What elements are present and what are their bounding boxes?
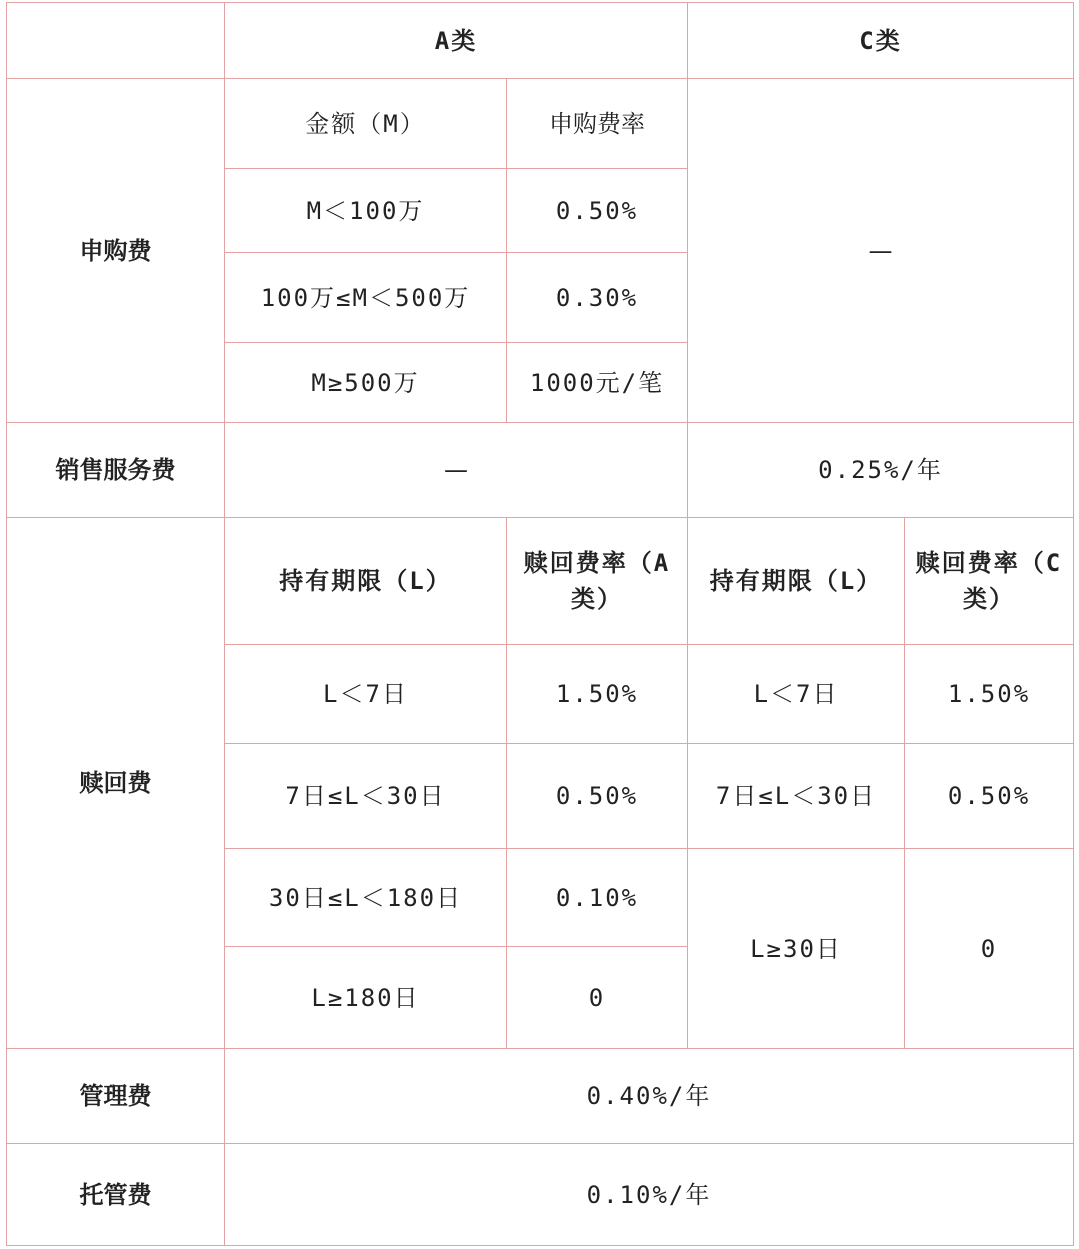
- redemption-c-rate: 0.50%: [905, 744, 1074, 849]
- subscription-fee-label: 申购费: [7, 79, 225, 423]
- redemption-a-period-header: 持有期限（L）: [225, 518, 507, 645]
- subscription-tier-range: M＜100万: [225, 169, 507, 253]
- redemption-a-rate-header: 赎回费率（A类）: [507, 518, 688, 645]
- subscription-amount-header: 金额（M）: [225, 79, 507, 169]
- subscription-class-c-value: —: [688, 79, 1074, 423]
- management-fee-value: 0.40%/年: [225, 1049, 1074, 1144]
- redemption-fee-label: 赎回费: [7, 518, 225, 1049]
- redemption-c-rate-header: 赎回费率（C类）: [905, 518, 1074, 645]
- redemption-c-rate: 1.50%: [905, 645, 1074, 744]
- sales-service-class-a-value: —: [225, 423, 688, 518]
- redemption-a-rate: 1.50%: [507, 645, 688, 744]
- table-row: [7, 79, 1074, 169]
- header-row: [7, 3, 1074, 79]
- redemption-a-rate: 0.10%: [507, 849, 688, 947]
- subscription-rate-header: 申购费率: [507, 79, 688, 169]
- redemption-c-period: L≥30日: [688, 849, 905, 1049]
- table-row: [7, 423, 1074, 518]
- subscription-tier-rate: 0.50%: [507, 169, 688, 253]
- fee-table: [6, 2, 1074, 1246]
- redemption-a-period: L≥180日: [225, 947, 507, 1049]
- class-c-header: C类: [688, 3, 1074, 79]
- subscription-tier-rate: 1000元/笔: [507, 343, 688, 423]
- redemption-a-period: 7日≤L＜30日: [225, 744, 507, 849]
- redemption-a-period: 30日≤L＜180日: [225, 849, 507, 947]
- redemption-c-period-header: 持有期限（L）: [688, 518, 905, 645]
- subscription-tier-range: M≥500万: [225, 343, 507, 423]
- redemption-c-period: L＜7日: [688, 645, 905, 744]
- table-row: [7, 1144, 1074, 1246]
- custody-fee-label: 托管费: [7, 1144, 225, 1246]
- subscription-tier-range: 100万≤M＜500万: [225, 253, 507, 343]
- table-row: [7, 1049, 1074, 1144]
- custody-fee-value: 0.10%/年: [225, 1144, 1074, 1246]
- corner-cell: [7, 3, 225, 79]
- management-fee-label: 管理费: [7, 1049, 225, 1144]
- redemption-a-rate: 0: [507, 947, 688, 1049]
- redemption-a-period: L＜7日: [225, 645, 507, 744]
- subscription-tier-rate: 0.30%: [507, 253, 688, 343]
- redemption-c-period: 7日≤L＜30日: [688, 744, 905, 849]
- redemption-a-rate: 0.50%: [507, 744, 688, 849]
- sales-service-fee-label: 销售服务费: [7, 423, 225, 518]
- class-a-header: A类: [225, 3, 688, 79]
- sales-service-class-c-value: 0.25%/年: [688, 423, 1074, 518]
- table-row: [7, 518, 1074, 645]
- redemption-c-rate: 0: [905, 849, 1074, 1049]
